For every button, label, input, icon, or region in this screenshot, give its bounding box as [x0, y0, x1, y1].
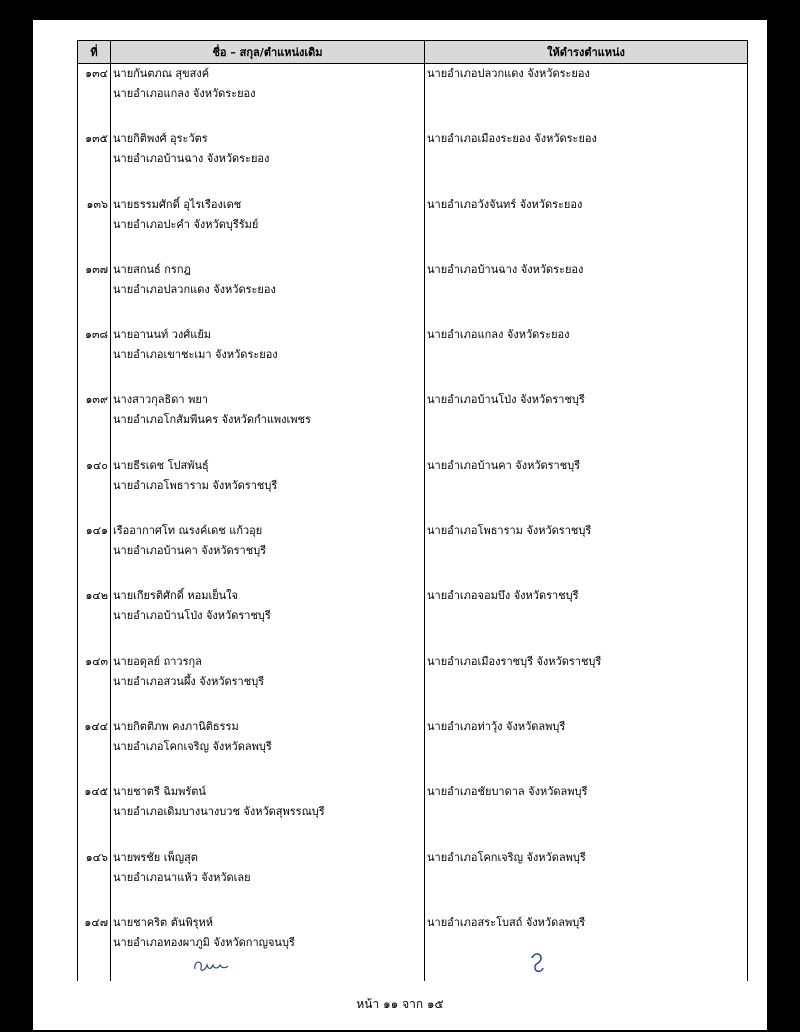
- row-number-cell: [78, 652, 111, 717]
- signature-right: [526, 950, 548, 976]
- row-number-cell: [78, 195, 111, 260]
- row-number-cell: [78, 390, 111, 455]
- table-row: [78, 64, 748, 130]
- old-position: นายอำเภอปลวกแดง จังหวัดระยอง: [113, 282, 276, 296]
- row-number-cell: [78, 586, 111, 651]
- new-position-cell: [425, 390, 748, 455]
- new-position-cell: [425, 782, 748, 847]
- new-position-cell: [425, 64, 748, 130]
- old-position: นายอำเภอเดิมบางนางบวช จังหวัดสุพรรณบุรี: [113, 805, 325, 819]
- old-position: นายอำเภอนาแห้ว จังหวัดเลย: [113, 870, 251, 884]
- new-position: นายอำเภอบ้านโป่ง จังหวัดราชบุรี: [427, 393, 585, 407]
- signature-left: [191, 957, 231, 975]
- new-position: นายอำเภอโคกเจริญ จังหวัดลพบุรี: [427, 850, 586, 864]
- new-position-cell: [425, 456, 748, 521]
- person-name: นายชาตรี ฉิมพรัตน์: [113, 785, 206, 799]
- row-number: ๑๔๑: [85, 524, 108, 538]
- person-name: นายธีรเดช โปสพันธุ์: [113, 458, 209, 472]
- name-cell: [111, 129, 425, 194]
- row-number: ๑๔๖: [85, 850, 108, 864]
- name-cell: [111, 64, 425, 130]
- row-number: ๑๓๖: [86, 197, 108, 211]
- person-name: นายอดุลย์ ถาวรกุล: [113, 654, 202, 668]
- new-position: นายอำเภอเมืองระยอง จังหวัดระยอง: [427, 132, 597, 146]
- new-position-cell: [425, 195, 748, 260]
- new-position-cell: [425, 260, 748, 325]
- table-row: [78, 390, 748, 455]
- table-row: [78, 848, 748, 913]
- new-position: นายอำเภอสระโบสถ์ จังหวัดลพบุรี: [427, 915, 586, 929]
- table-row: [78, 325, 748, 390]
- name-cell: [111, 521, 425, 586]
- person-name: นายชาคริต ตันพิรุหห์: [113, 915, 214, 929]
- name-cell: [111, 717, 425, 782]
- person-name: นางสาวกุลธิดา พยา: [113, 393, 208, 407]
- row-number: ๑๔๕: [84, 785, 108, 799]
- table-row: [78, 913, 748, 981]
- new-position: นายอำเภอบ้านฉาง จังหวัดระยอง: [427, 262, 584, 276]
- new-position-cell: [425, 586, 748, 651]
- header-no: ที่: [78, 41, 111, 64]
- table-row: [78, 456, 748, 521]
- name-cell: [111, 390, 425, 455]
- new-position-cell: [425, 717, 748, 782]
- new-position: นายอำเภอแกลง จังหวัดระยอง: [427, 328, 570, 342]
- header-new-position: ให้ดำรงตำแหน่ง: [425, 41, 748, 64]
- row-number-cell: [78, 260, 111, 325]
- table-row: [78, 129, 748, 194]
- new-position-cell: [425, 521, 748, 586]
- person-name: นายกิตติภพ คงภานิติธรรม: [113, 719, 239, 733]
- table-row: [78, 195, 748, 260]
- new-position: นายอำเภอจอมบึง จังหวัดราชบุรี: [427, 589, 579, 603]
- new-position-cell: [425, 325, 748, 390]
- old-position: นายอำเภอบ้านฉาง จังหวัดระยอง: [113, 152, 270, 166]
- new-position-cell: [425, 129, 748, 194]
- new-position: นายอำเภอชัยบาดาล จังหวัดลพบุรี: [427, 785, 588, 799]
- old-position: นายอำเภอสวนผึ้ง จังหวัดราชบุรี: [113, 674, 265, 688]
- old-position: นายอำเภอเขาชะเมา จังหวัดระยอง: [113, 348, 278, 362]
- name-cell: [111, 652, 425, 717]
- person-name: นายพรชัย เพ็ญสุต: [113, 850, 198, 864]
- name-cell: [111, 325, 425, 390]
- person-name: นายกันตภณ สุขสงค์: [113, 67, 210, 80]
- row-number: ๑๔๐: [85, 458, 108, 472]
- new-position-cell: [425, 848, 748, 913]
- old-position: นายอำเภอบ้านโป่ง จังหวัดราชบุรี: [113, 609, 271, 623]
- new-position-cell: [425, 652, 748, 717]
- person-name: เรืออากาศโท ณรงค์เดช แก้วอุย: [113, 524, 263, 538]
- old-position: นายอำเภอทองผาภูมิ จังหวัดกาญจนบุรี: [113, 935, 295, 949]
- old-position: นายอำเภอโพธาราม จังหวัดราชบุรี: [113, 478, 278, 492]
- name-cell: [111, 913, 425, 981]
- document-page: [33, 20, 767, 1030]
- new-position: นายอำเภอปลวกแดง จังหวัดระยอง: [427, 67, 590, 80]
- new-position: นายอำเภอวังจันทร์ จังหวัดระยอง: [427, 197, 583, 211]
- table-row: [78, 652, 748, 717]
- table-row: [78, 586, 748, 651]
- old-position: นายอำเภอโคกเจริญ จังหวัดลพบุรี: [113, 739, 272, 753]
- row-number: ๑๔๗: [84, 915, 108, 929]
- row-number-cell: [78, 521, 111, 586]
- row-number-cell: [78, 782, 111, 847]
- row-number: ๑๔๓: [85, 654, 108, 668]
- new-position: นายอำเภอเมืองราชบุรี จังหวัดราชบุรี: [427, 654, 602, 668]
- row-number: ๑๓๘: [85, 328, 108, 342]
- new-position-cell: [425, 913, 748, 981]
- new-position: นายอำเภอท่าวุ้ง จังหวัดลพบุรี: [427, 719, 566, 733]
- header-name: ชื่อ – สกุล/ตำแหน่งเดิม: [111, 41, 425, 64]
- table-row: [78, 782, 748, 847]
- row-number-cell: [78, 129, 111, 194]
- name-cell: [111, 782, 425, 847]
- table-row: [78, 717, 748, 782]
- row-number-cell: [78, 913, 111, 981]
- new-position: นายอำเภอโพธาราม จังหวัดราชบุรี: [427, 524, 592, 538]
- table-header-row: [78, 41, 748, 64]
- table-row: [78, 260, 748, 325]
- transfer-table: [77, 40, 748, 981]
- row-number-cell: [78, 325, 111, 390]
- row-number: ๑๓๕: [85, 132, 108, 146]
- person-name: นายกิติพงศ์ อุระวัตร: [113, 132, 208, 146]
- person-name: นายเกียรติศักดิ์ หอมเย็นใจ: [113, 589, 238, 603]
- old-position: นายอำเภอแกลง จังหวัดระยอง: [113, 87, 256, 100]
- row-number-cell: [78, 456, 111, 521]
- table-row: [78, 521, 748, 586]
- row-number: ๑๓๙: [85, 393, 108, 407]
- row-number-cell: [78, 848, 111, 913]
- person-name: นายสกนธ์ กรกฎ: [113, 262, 191, 276]
- new-position: นายอำเภอบ้านคา จังหวัดราชบุรี: [427, 458, 581, 472]
- row-number-cell: [78, 64, 111, 130]
- row-number: ๑๓๗: [85, 262, 108, 276]
- row-number-cell: [78, 717, 111, 782]
- name-cell: [111, 848, 425, 913]
- old-position: นายอำเภอบ้านคา จังหวัดราชบุรี: [113, 544, 267, 558]
- name-cell: [111, 260, 425, 325]
- old-position: นายอำเภอปะคำ จังหวัดบุรีรัมย์: [113, 217, 259, 231]
- name-cell: [111, 456, 425, 521]
- row-number: ๑๔๒: [85, 589, 108, 603]
- name-cell: [111, 586, 425, 651]
- row-number: ๑๔๔: [84, 719, 108, 733]
- person-name: นายอานนท์ วงศ์แย้ม: [113, 328, 212, 342]
- name-cell: [111, 195, 425, 260]
- row-number: ๑๓๔: [85, 67, 108, 80]
- page-number: หน้า ๑๑ จาก ๑๕: [356, 997, 444, 1011]
- person-name: นายธรรมศักดิ์ อุไรเรืองเดช: [113, 197, 242, 211]
- old-position: นายอำเภอโกสัมพีนคร จังหวัดกำแพงเพชร: [113, 413, 311, 427]
